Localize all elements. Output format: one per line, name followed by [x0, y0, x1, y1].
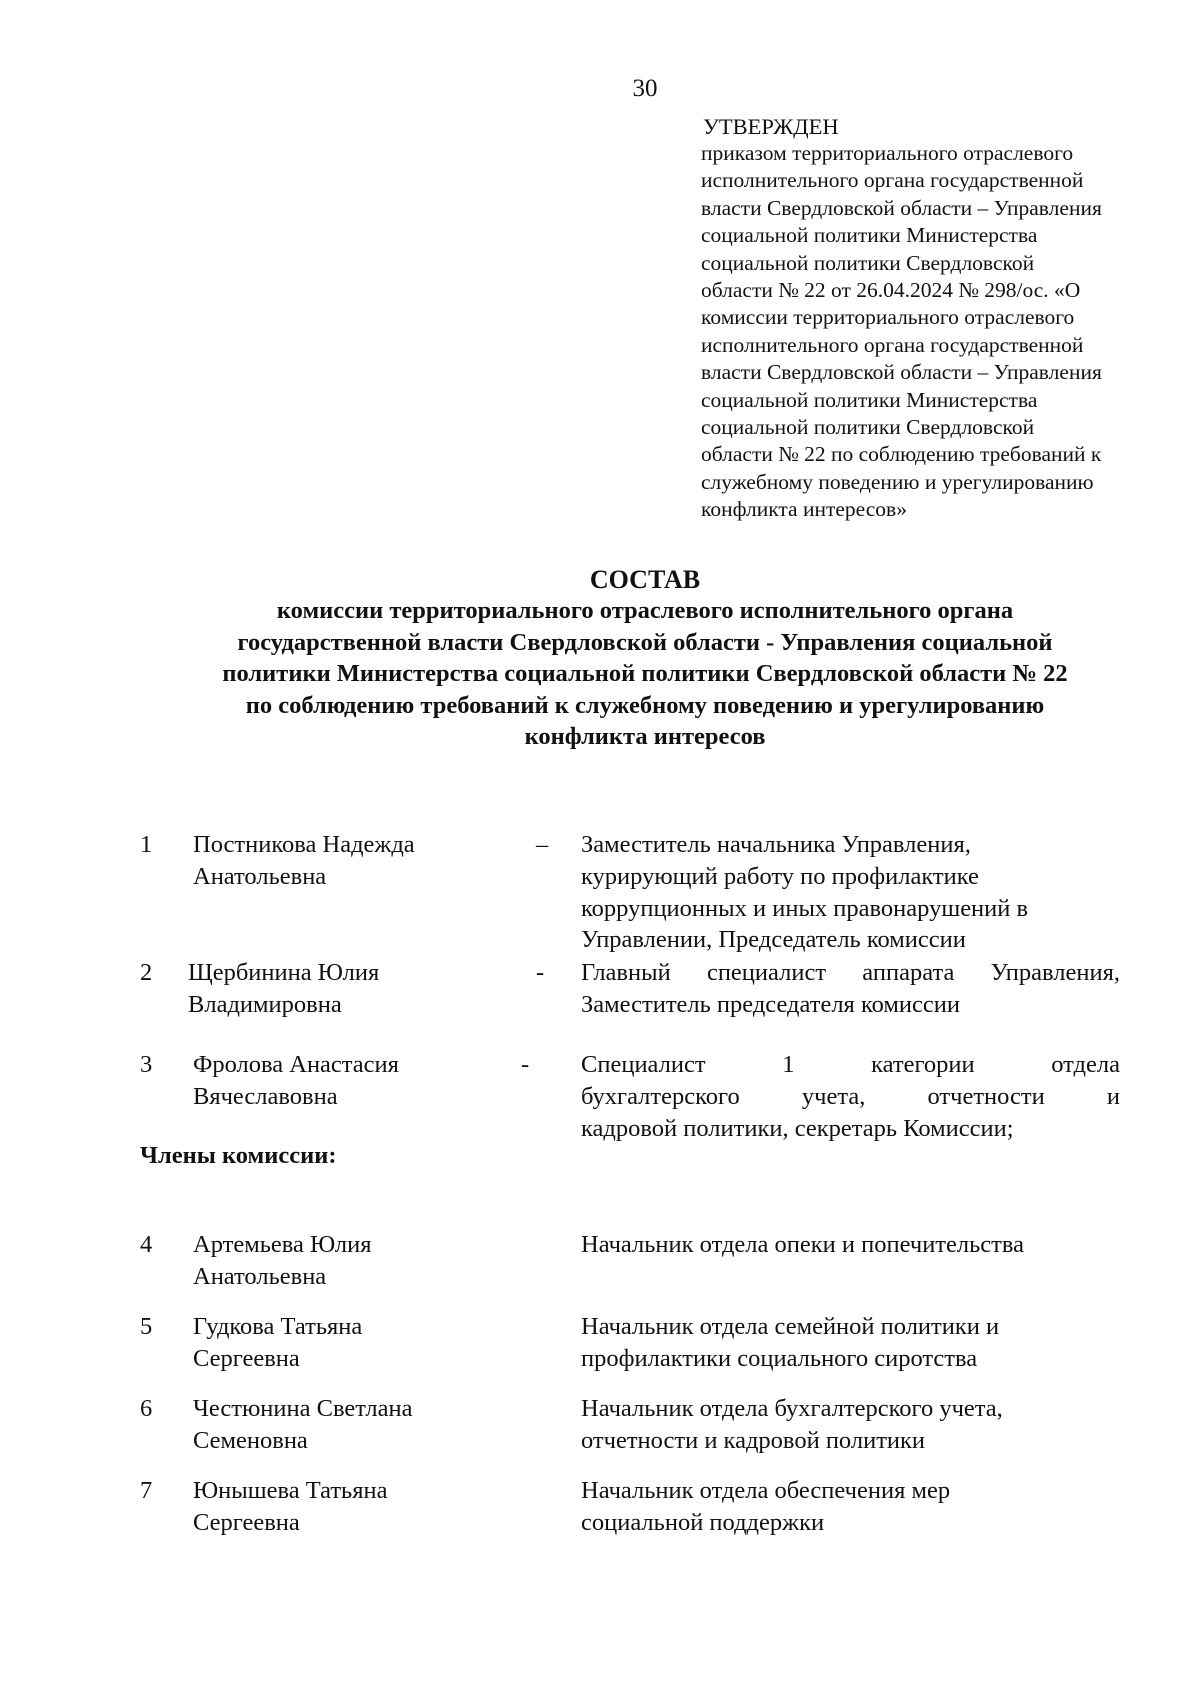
member-role-line: бухгалтерского учета, отчетности и [581, 1082, 1120, 1110]
member-name: Фролова Анастасия Вячеславовна [193, 1051, 399, 1110]
member-role-line: Главный специалист аппарата Управления, [581, 959, 1120, 986]
member-name: Артемьева Юлия Анатольевна [193, 1231, 372, 1290]
member-role: Начальник отдела семейной политики и профилактики социального сиротства [581, 1313, 1000, 1372]
member-number: 6 [140, 1395, 153, 1422]
member-dash: – [536, 831, 549, 858]
member-role-line: Заместитель председателя комиссии [581, 990, 960, 1018]
approval-title: УТВЕРЖДЕН [703, 114, 839, 139]
member-role: Начальник отдела опеки и попечительства [581, 1231, 1024, 1258]
member-number: 4 [140, 1231, 153, 1258]
member-role-line: кадровой политики, секретарь Комиссии; [581, 1114, 1014, 1142]
member-role [581, 1049, 1120, 1144]
member-name: Честюнина Светлана Семеновна [193, 1395, 413, 1454]
member-dash: - [536, 959, 545, 986]
member-role [581, 957, 1120, 1021]
member-dash: - [521, 1051, 530, 1078]
member-name: Юнышева Татьяна Сергеевна [193, 1477, 388, 1536]
member-number: 3 [140, 1051, 153, 1078]
heading-title: СОСТАВ [589, 565, 701, 594]
document-heading [100, 564, 1190, 753]
heading-subtitle: комиссии территориального отраслевого исполнительного органа государственной власти Свердловской области - Управления социальной политики Министерства социальной политики Свердловской области № 22 по соблюдению требований к служебному поведению и урегулированию конфликта интересов [222, 597, 1068, 750]
approval-text: приказом территориального отраслевого исполнительного органа государственной власти Свердловской области – Управления социальной политики Министерства социальной политики Свердловской области № 22 от 26.04.2024 № 298/ос. «О комиссии территориального отраслевого исполнительного органа государственной власти Свердловской области – Управления социальной политики Министерства социальной политики Свердловской области № 22 по соблюдению требований к служебному поведению и урегулированию конфликта интересов» [701, 141, 1102, 522]
member-name: Щербинина Юлия Владимировна [188, 959, 380, 1018]
member-name: Гудкова Татьяна Сергеевна [193, 1313, 363, 1372]
member-role: Заместитель начальника Управления, курирующий работу по профилактике коррупционных и иных правонарушений в Управлении, Председатель комиссии [581, 831, 1029, 954]
member-number: 5 [140, 1313, 153, 1340]
approval-block [699, 113, 1169, 524]
members-heading: Члены комиссии: [140, 1142, 337, 1169]
member-role: Начальник отдела обеспечения мер социальной поддержки [581, 1477, 951, 1536]
member-role-line: Специалист 1 категории отдела [581, 1051, 1120, 1078]
member-number: 2 [140, 959, 153, 986]
member-name: Постникова Надежда Анатольевна [193, 831, 415, 890]
member-number: 7 [140, 1477, 153, 1504]
member-role: Начальник отдела бухгалтерского учета, отчетности и кадровой политики [581, 1395, 1003, 1454]
member-number: 1 [140, 831, 153, 858]
page-number: 30 [632, 75, 658, 102]
